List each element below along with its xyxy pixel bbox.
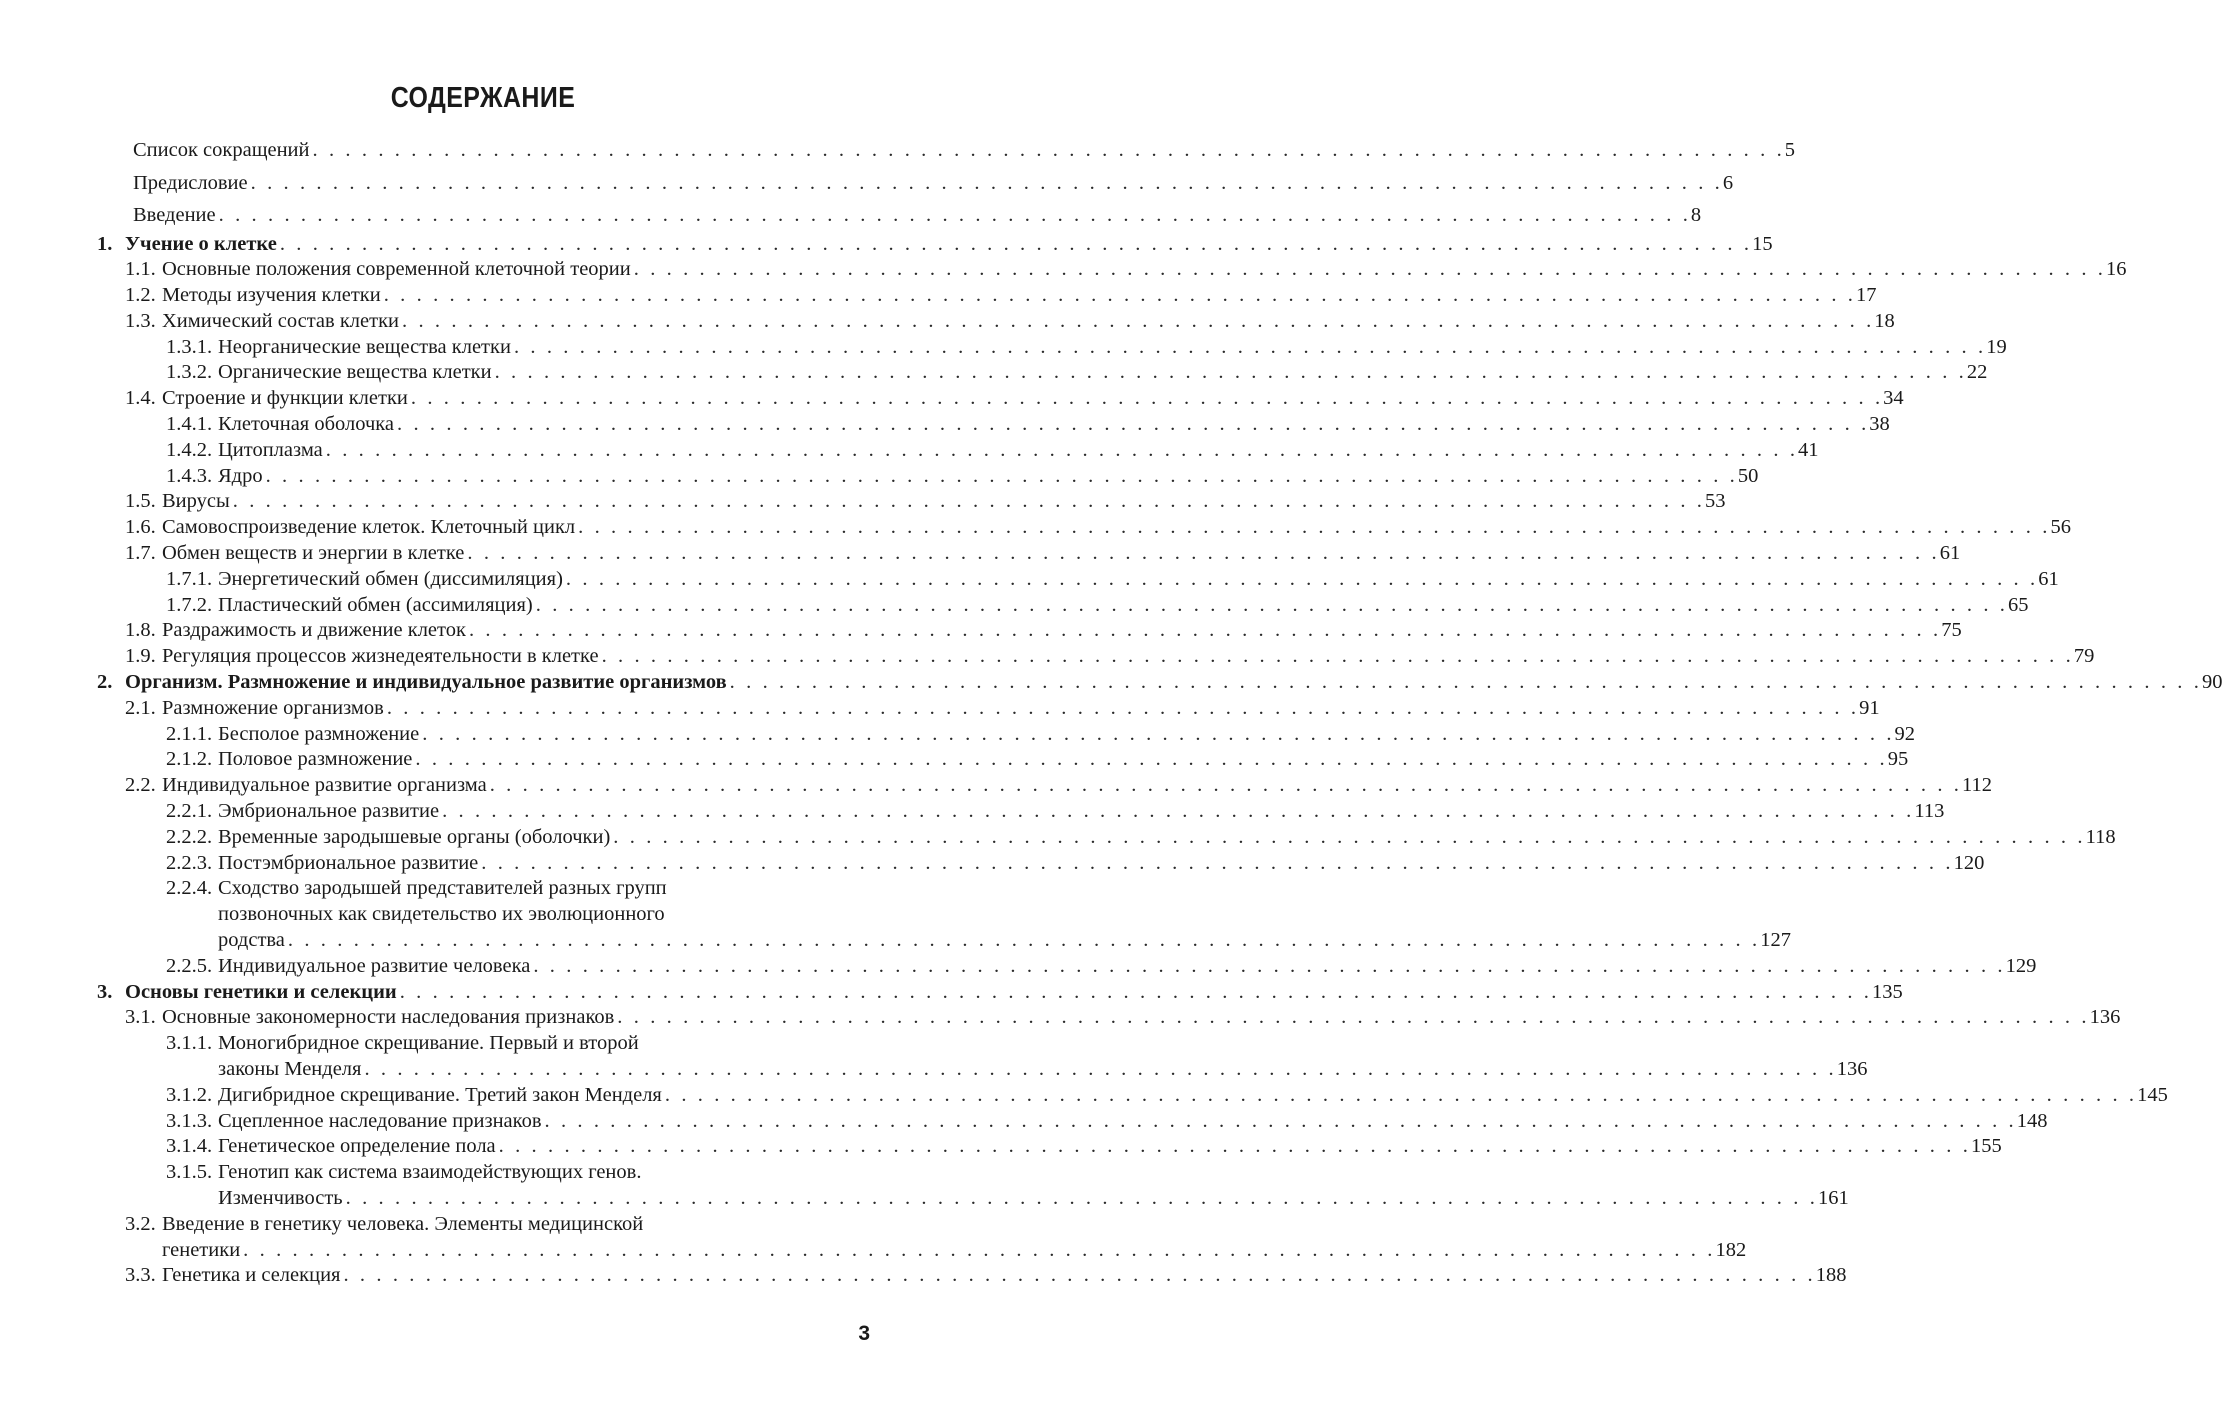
entry-page: 41 — [1798, 438, 1819, 461]
toc-entry — [0, 825, 2116, 851]
dot-leader: . . . . . . . . . . . . . . . . . . . . . . . . . . . . . . . . . . . . . . . . . . . . . . . . . . . . . . . . . . . . . . . . . . . . . . . . . . . . . . . . . . . . . . . . . . — [312, 139, 1785, 161]
entry-title: Моногибридное скрещивание. Первый и второй — [218, 1032, 639, 1055]
entry-title: Ядро — [218, 464, 263, 487]
entry-page: 92 — [1894, 722, 1916, 745]
dot-leader: . . . . . . . . . . . . . . . . . . . . . . . . . . . . . . . . . . . . . . . . . . . . . . . . . . . . . . . . . . . . . . . . . . . . . . . . . . . . . . . . . . . . . . . . . . — [535, 593, 2009, 616]
toc-entry — [0, 851, 1985, 877]
entry-page: 61 — [1939, 542, 1961, 565]
entry-title: Индивидуальное развитие человека — [218, 954, 531, 977]
entry-page: 16 — [2106, 258, 2127, 281]
dot-leader: . . . . . . . . . . . . . . . . . . . . . . . . . . . . . . . . . . . . . . . . . . . . . . . . . . . . . . . . . . . . . . . . . . . . . . . . . . . . . . . . . . . . . . . . . . — [386, 696, 1860, 719]
dot-leader: . . . . . . . . . . . . . . . . . . . . . . . . . . . . . . . . . . . . . . . . . . . . . . . . . . . . . . . . . . . . . . . . . . . . . . . . . . . . . . . . . . . . . . . . . . — [243, 1238, 1716, 1261]
entry-number: 1.5. — [125, 490, 156, 513]
dot-leader: . . . . . . . . . . . . . . . . . . . . . . . . . . . . . . . . . . . . . . . . . . . . . . . . . . . . . . . . . . . . . . . . . . . . . . . . . . . . . . . . . . . . . . . . . . — [494, 361, 1967, 384]
entry-page: 50 — [1737, 464, 1759, 487]
entry-title: позвоночных как свидетельство их эволюционного — [218, 903, 665, 926]
table-of-contents — [0, 134, 2222, 1289]
toc-entry — [0, 489, 1726, 515]
entry-title: Предисловие — [133, 171, 248, 194]
dot-leader: . . . . . . . . . . . . . . . . . . . . . . . . . . . . . . . . . . . . . . . . . . . . . . . . . . . . . . . . . . . . . . . . . . . . . . . . . . . . . . . . . . . . . . . . . . — [343, 1264, 1816, 1287]
entry-number: 1.4. — [125, 387, 156, 410]
entry-page: 145 — [2137, 1083, 2168, 1106]
toc-entry — [0, 232, 1773, 258]
dot-leader: . . . . . . . . . . . . . . . . . . . . . . . . . . . . . . . . . . . . . . . . . . . . . . . . . . . . . . . . . . . . . . . . . . . . . . . . . . . . . . . . . . . . . . . . . . — [468, 619, 1942, 642]
entry-page: 18 — [1874, 309, 1895, 332]
entry-number: 3.1.4. — [166, 1135, 213, 1158]
toc-entry — [0, 1083, 2168, 1109]
dot-leader: . . . . . . . . . . . . . . . . . . . . . . . . . . . . . . . . . . . . . . . . . . . . . . . . . . . . . . . . . . . . . . . . . . . . . . . . . . . . . . . . . . . . . . . . . . — [613, 825, 2086, 848]
toc-entry — [0, 360, 1988, 386]
entry-title: Энергетический обмен (диссимиляция) — [218, 567, 563, 590]
toc-entry — [0, 670, 2222, 696]
toc-entry-front — [0, 134, 1796, 167]
entry-number: 2.1.1. — [166, 722, 213, 745]
entry-page: 8 — [1690, 204, 1702, 226]
entry-title: Обмен веществ и энергии в клетке — [162, 542, 465, 565]
entry-page: 135 — [1872, 980, 1903, 1003]
entry-title: Изменчивость — [218, 1186, 343, 1209]
toc-entry-continuation — [0, 902, 1000, 928]
entry-number: 1.3.2. — [166, 361, 213, 384]
entry-page: 38 — [1869, 413, 1890, 436]
dot-leader: . . . . . . . . . . . . . . . . . . . . . . . . . . . . . . . . . . . . . . . . . . . . . . . . . . . . . . . . . . . . . . . . . . . . . . . . . . . . . . . . . . . . . . . . . . — [544, 1109, 2017, 1132]
entry-page: 91 — [1859, 696, 1880, 719]
entry-title: Сцепленное наследование признаков — [218, 1109, 542, 1132]
entry-number: 2.2.2. — [166, 825, 213, 848]
entry-page: 34 — [1883, 387, 1904, 410]
page-number: 3 — [858, 1322, 870, 1345]
dot-leader: . . . . . . . . . . . . . . . . . . . . . . . . . . . . . . . . . . . . . . . . . . . . . . . . . . . . . . . . . . . . . . . . . . . . . . . . . . . . . . . . . . . . . . . . . . — [498, 1135, 1971, 1158]
entry-page: 129 — [2005, 954, 2037, 977]
dot-leader: . . . . . . . . . . . . . . . . . . . . . . . . . . . . . . . . . . . . . . . . . . . . . . . . . . . . . . . . . . . . . . . . . . . . . . . . . . . . . . . . . . . . . . . . . . — [489, 774, 1963, 797]
toc-entry — [0, 696, 1880, 722]
dot-leader: . . . . . . . . . . . . . . . . . . . . . . . . . . . . . . . . . . . . . . . . . . . . . . . . . . . . . . . . . . . . . . . . . . . . . . . . . . . . . . . . . . . . . . . . . . — [578, 516, 2051, 539]
entry-title: Химический состав клетки — [162, 309, 400, 332]
entry-title: Постэмбриональное развитие — [218, 851, 479, 874]
dot-leader: . . . . . . . . . . . . . . . . . . . . . . . . . . . . . . . . . . . . . . . . . . . . . . . . . . . . . . . . . . . . . . . . . . . . . . . . . . . . . . . . . . . . . . . . . . — [415, 748, 1888, 771]
dot-leader: . . . . . . . . . . . . . . . . . . . . . . . . . . . . . . . . . . . . . . . . . . . . . . . . . . . . . . . . . . . . . . . . . . . . . . . . . . . . . . . . . . . . . . . . . . — [250, 171, 1723, 194]
toc-entry — [0, 309, 1895, 335]
toc-entry — [0, 464, 1759, 490]
entry-number: 2.2.5. — [166, 954, 213, 977]
entry-number: 1.6. — [125, 516, 156, 539]
entry-title: Неорганические вещества клетки — [218, 335, 511, 358]
entry-number: 3.1.5. — [166, 1161, 213, 1184]
entry-page: 6 — [1722, 171, 1734, 194]
dot-leader: . . . . . . . . . . . . . . . . . . . . . . . . . . . . . . . . . . . . . . . . . . . . . . . . . . . . . . . . . . . . . . . . . . . . . . . . . . . . . . . . . . . . . . . . . . — [729, 671, 2202, 694]
entry-title: родства — [218, 929, 285, 952]
entry-title: Генетическое определение пола — [218, 1135, 496, 1158]
entry-title: Основные закономерности наследования признаков — [162, 1006, 615, 1029]
entry-title: Сходство зародышей представителей разных групп — [218, 877, 667, 900]
entry-page: 15 — [1752, 232, 1773, 255]
entry-title: Временные зародышевые органы (оболочки) — [218, 825, 611, 848]
entry-page: 113 — [1914, 800, 1945, 823]
toc-entry — [0, 541, 1961, 567]
entry-number: 3.1. — [125, 1006, 156, 1029]
entry-page: 161 — [1817, 1186, 1849, 1209]
entry-page: 127 — [1760, 929, 1791, 952]
entry-page: 155 — [1970, 1135, 2002, 1158]
toc-entry — [0, 799, 1945, 825]
dot-leader: . . . . . . . . . . . . . . . . . . . . . . . . . . . . . . . . . . . . . . . . . . . . . . . . . . . . . . . . . . . . . . . . . . . . . . . . . . . . . . . . . . . . . . . . . . — [533, 954, 2006, 977]
entry-page: 90 — [2201, 671, 2222, 694]
toc-entry — [0, 1005, 2121, 1031]
toc-entry — [0, 1160, 1000, 1186]
dot-leader: . . . . . . . . . . . . . . . . . . . . . . . . . . . . . . . . . . . . . . . . . . . . . . . . . . . . . . . . . . . . . . . . . . . . . . . . . . . . . . . . . . . . . . . . . . — [232, 490, 1706, 513]
toc-entry-continuation — [0, 1238, 1747, 1264]
dot-leader: . . . . . . . . . . . . . . . . . . . . . . . . . . . . . . . . . . . . . . . . . . . . . . . . . . . . . . . . . . . . . . . . . . . . . . . . . . . . . . . . . . . . . . . . . . — [402, 309, 1875, 332]
entry-title: Вирусы — [162, 490, 230, 513]
toc-entry — [0, 1031, 1000, 1057]
dot-leader: . . . . . . . . . . . . . . . . . . . . . . . . . . . . . . . . . . . . . . . . . . . . . . . . . . . . . . . . . . . . . . . . . . . . . . . . . . . . . . . . . . . . . . . . . . — [633, 258, 2107, 281]
entry-page: 61 — [2038, 567, 2059, 590]
toc-entry — [0, 283, 1877, 309]
entry-title: Список сокращений — [133, 139, 310, 161]
toc-entry — [0, 412, 1890, 438]
dot-leader: . . . . . . . . . . . . . . . . . . . . . . . . . . . . . . . . . . . . . . . . . . . . . . . . . . . . . . . . . . . . . . . . . . . . . . . . . . . . . . . . . . . . . . . . . . — [265, 464, 1738, 487]
entry-page: 120 — [1953, 851, 1985, 874]
toc-entry — [0, 618, 1962, 644]
dot-leader: . . . . . . . . . . . . . . . . . . . . . . . . . . . . . . . . . . . . . . . . . . . . . . . . . . . . . . . . . . . . . . . . . . . . . . . . . . . . . . . . . . . . . . . . . . — [364, 1058, 1837, 1080]
entry-page: 95 — [1887, 748, 1909, 771]
entry-number: 1.8. — [125, 619, 156, 642]
entry-page: 53 — [1705, 490, 1726, 513]
entry-title: Клеточная оболочка — [218, 413, 395, 436]
toc-entry — [0, 747, 1909, 773]
entry-page: 5 — [1784, 139, 1796, 161]
toc-entry — [0, 1134, 2002, 1160]
toc-entry — [0, 644, 2095, 670]
entry-page: 65 — [2008, 593, 2029, 616]
entry-title: Введение — [133, 204, 216, 226]
dot-leader: . . . . . . . . . . . . . . . . . . . . . . . . . . . . . . . . . . . . . . . . . . . . . . . . . . . . . . . . . . . . . . . . . . . . . . . . . . . . . . . . . . . . . . . . . . — [279, 232, 1753, 255]
dot-leader: . . . . . . . . . . . . . . . . . . . . . . . . . . . . . . . . . . . . . . . . . . . . . . . . . . . . . . . . . . . . . . . . . . . . . . . . . . . . . . . . . . . . . . . . . . — [481, 851, 1954, 874]
entry-page: 182 — [1715, 1238, 1747, 1261]
toc-entry — [0, 386, 1904, 412]
entry-title: Эмбриональное развитие — [218, 800, 440, 823]
entry-number: 1.9. — [125, 645, 156, 668]
entry-number: 1.7.1. — [166, 567, 213, 590]
toc-entry-front — [0, 167, 1734, 200]
entry-page: 188 — [1815, 1264, 1847, 1287]
toc-entry — [0, 773, 1993, 799]
entry-number: 3.2. — [125, 1212, 156, 1235]
entry-number: 1.7.2. — [166, 593, 213, 616]
toc-entry — [0, 335, 2007, 361]
toc-entry — [0, 515, 2071, 541]
dot-leader: . . . . . . . . . . . . . . . . . . . . . . . . . . . . . . . . . . . . . . . . . . . . . . . . . . . . . . . . . . . . . . . . . . . . . . . . . . . . . . . . . . . . . . . . . . — [325, 438, 1799, 461]
toc-entry — [0, 1109, 2048, 1135]
entry-page: 136 — [1836, 1058, 1868, 1080]
dot-leader: . . . . . . . . . . . . . . . . . . . . . . . . . . . . . . . . . . . . . . . . . . . . . . . . . . . . . . . . . . . . . . . . . . . . . . . . . . . . . . . . . . . . . . . . . . — [664, 1083, 2138, 1106]
entry-title: законы Менделя — [218, 1058, 362, 1080]
entry-number: 3.3. — [125, 1264, 156, 1287]
dot-leader: . . . . . . . . . . . . . . . . . . . . . . . . . . . . . . . . . . . . . . . . . . . . . . . . . . . . . . . . . . . . . . . . . . . . . . . . . . . . . . . . . . . . . . . . . . — [617, 1006, 2090, 1029]
entry-title: Самовоспроизведение клеток. Клеточный цикл — [162, 516, 576, 539]
dot-leader: . . . . . . . . . . . . . . . . . . . . . . . . . . . . . . . . . . . . . . . . . . . . . . . . . . . . . . . . . . . . . . . . . . . . . . . . . . . . . . . . . . . . . . . . . . — [442, 800, 1915, 823]
entry-number: 2.2.3. — [166, 851, 213, 874]
entry-number: 3. — [97, 980, 113, 1003]
entry-title: Основные положения современной клеточной теории — [162, 258, 631, 281]
toc-entry-front — [0, 199, 1702, 232]
entry-number: 1.3.1. — [166, 335, 213, 358]
entry-number: 1.1. — [125, 258, 156, 281]
entry-number: 1.4.1. — [166, 413, 213, 436]
dot-leader: . . . . . . . . . . . . . . . . . . . . . . . . . . . . . . . . . . . . . . . . . . . . . . . . . . . . . . . . . . . . . . . . . . . . . . . . . . . . . . . . . . . . . . . . . . — [422, 722, 1895, 745]
toc-entry — [0, 954, 2037, 980]
entry-title: Органические вещества клетки — [218, 361, 492, 384]
toc-entry-continuation — [0, 1186, 1849, 1212]
entry-number: 1.3. — [125, 309, 156, 332]
entry-page: 136 — [2089, 1006, 2121, 1029]
dot-leader: . . . . . . . . . . . . . . . . . . . . . . . . . . . . . . . . . . . . . . . . . . . . . . . . . . . . . . . . . . . . . . . . . . . . . . . . . . . . . . . . . . . . . . . . . . — [218, 204, 1691, 226]
entry-title: Учение о клетке — [125, 232, 277, 255]
toc-entry — [0, 593, 2029, 619]
entry-number: 1.4.3. — [166, 464, 213, 487]
toc-entry-continuation — [0, 928, 1791, 954]
dot-leader: . . . . . . . . . . . . . . . . . . . . . . . . . . . . . . . . . . . . . . . . . . . . . . . . . . . . . . . . . . . . . . . . . . . . . . . . . . . . . . . . . . . . . . . . . . — [601, 645, 2074, 668]
entry-page: 79 — [2073, 645, 2095, 668]
entry-title: Генетика и селекция — [162, 1264, 341, 1287]
toc-entry — [0, 980, 1903, 1006]
entry-title: Генотип как система взаимодействующих генов. — [218, 1161, 642, 1184]
toc-entry — [0, 876, 1000, 902]
entry-page: 56 — [2050, 516, 2071, 539]
entry-page: 148 — [2016, 1109, 2048, 1132]
toc-entry — [0, 567, 2059, 593]
entry-number: 2.2. — [125, 774, 156, 797]
entry-title: Раздражимость и движение клеток — [162, 619, 466, 642]
entry-title: Методы изучения клетки — [162, 284, 381, 307]
entry-number: 2.1. — [125, 696, 156, 719]
toc-entry — [0, 722, 1916, 748]
entry-number: 2.2.1. — [166, 800, 213, 823]
entry-title: Размножение организмов — [162, 696, 384, 719]
entry-title: Организм. Размножение и индивидуальное развитие организмов — [125, 671, 727, 694]
dot-leader: . . . . . . . . . . . . . . . . . . . . . . . . . . . . . . . . . . . . . . . . . . . . . . . . . . . . . . . . . . . . . . . . . . . . . . . . . . . . . . . . . . . . . . . . . . — [397, 413, 1870, 436]
dot-leader: . . . . . . . . . . . . . . . . . . . . . . . . . . . . . . . . . . . . . . . . . . . . . . . . . . . . . . . . . . . . . . . . . . . . . . . . . . . . . . . . . . . . . . . . . . — [513, 335, 1987, 358]
entry-number: 1.4.2. — [166, 438, 213, 461]
entry-title: Цитоплазма — [218, 438, 323, 461]
toc-entry — [0, 1212, 1000, 1238]
entry-title: Половое размножение — [218, 748, 413, 771]
entry-title: Дигибридное скрещивание. Третий закон Менделя — [218, 1083, 662, 1106]
dot-leader: . . . . . . . . . . . . . . . . . . . . . . . . . . . . . . . . . . . . . . . . . . . . . . . . . . . . . . . . . . . . . . . . . . . . . . . . . . . . . . . . . . . . . . . . . . — [565, 567, 2039, 590]
entry-page: 118 — [2085, 825, 2116, 848]
entry-title: Регуляция процессов жизнедеятельности в клетке — [162, 645, 599, 668]
entry-number: 3.1.2. — [166, 1083, 213, 1106]
entry-number: 1.7. — [125, 542, 156, 565]
toc-entry — [0, 1263, 1847, 1289]
entry-page: 75 — [1941, 619, 1962, 642]
entry-number: 3.1.3. — [166, 1109, 213, 1132]
entry-number: 3.1.1. — [166, 1032, 213, 1055]
entry-number: 2. — [97, 671, 113, 694]
dot-leader: . . . . . . . . . . . . . . . . . . . . . . . . . . . . . . . . . . . . . . . . . . . . . . . . . . . . . . . . . . . . . . . . . . . . . . . . . . . . . . . . . . . . . . . . . . — [410, 387, 1884, 410]
page-title: СОДЕРЖАНИЕ — [390, 82, 576, 114]
entry-page: 112 — [1962, 774, 1993, 797]
toc-entry — [0, 438, 1819, 464]
dot-leader: . . . . . . . . . . . . . . . . . . . . . . . . . . . . . . . . . . . . . . . . . . . . . . . . . . . . . . . . . . . . . . . . . . . . . . . . . . . . . . . . . . . . . . . . . . — [345, 1186, 1818, 1209]
entry-number: 1.2. — [125, 284, 156, 307]
entry-number: 2.1.2. — [166, 748, 213, 771]
dot-leader: . . . . . . . . . . . . . . . . . . . . . . . . . . . . . . . . . . . . . . . . . . . . . . . . . . . . . . . . . . . . . . . . . . . . . . . . . . . . . . . . . . . . . . . . . . — [467, 542, 1940, 565]
dot-leader: . . . . . . . . . . . . . . . . . . . . . . . . . . . . . . . . . . . . . . . . . . . . . . . . . . . . . . . . . . . . . . . . . . . . . . . . . . . . . . . . . . . . . . . . . . — [287, 929, 1761, 952]
entry-page: 17 — [1856, 284, 1877, 307]
dot-leader: . . . . . . . . . . . . . . . . . . . . . . . . . . . . . . . . . . . . . . . . . . . . . . . . . . . . . . . . . . . . . . . . . . . . . . . . . . . . . . . . . . . . . . . . . . — [399, 980, 1872, 1003]
dot-leader: . . . . . . . . . . . . . . . . . . . . . . . . . . . . . . . . . . . . . . . . . . . . . . . . . . . . . . . . . . . . . . . . . . . . . . . . . . . . . . . . . . . . . . . . . . — [383, 284, 1856, 307]
toc-entry — [0, 257, 2127, 283]
entry-number: 2.2.4. — [166, 877, 213, 900]
entry-page: 22 — [1966, 361, 1988, 384]
entry-title: Бесполое размножение — [218, 722, 420, 745]
entry-number: 1. — [97, 232, 113, 255]
entry-title: Индивидуальное развитие организма — [162, 774, 487, 797]
entry-title: генетики — [162, 1238, 241, 1261]
entry-title: Пластический обмен (ассимиляция) — [218, 593, 533, 616]
entry-title: Введение в генетику человека. Элементы медицинской — [162, 1212, 644, 1235]
toc-entry-continuation — [0, 1057, 1868, 1083]
entry-title: Строение и функции клетки — [162, 387, 408, 410]
entry-title: Основы генетики и селекции — [125, 980, 397, 1003]
entry-page: 19 — [1986, 335, 2007, 358]
